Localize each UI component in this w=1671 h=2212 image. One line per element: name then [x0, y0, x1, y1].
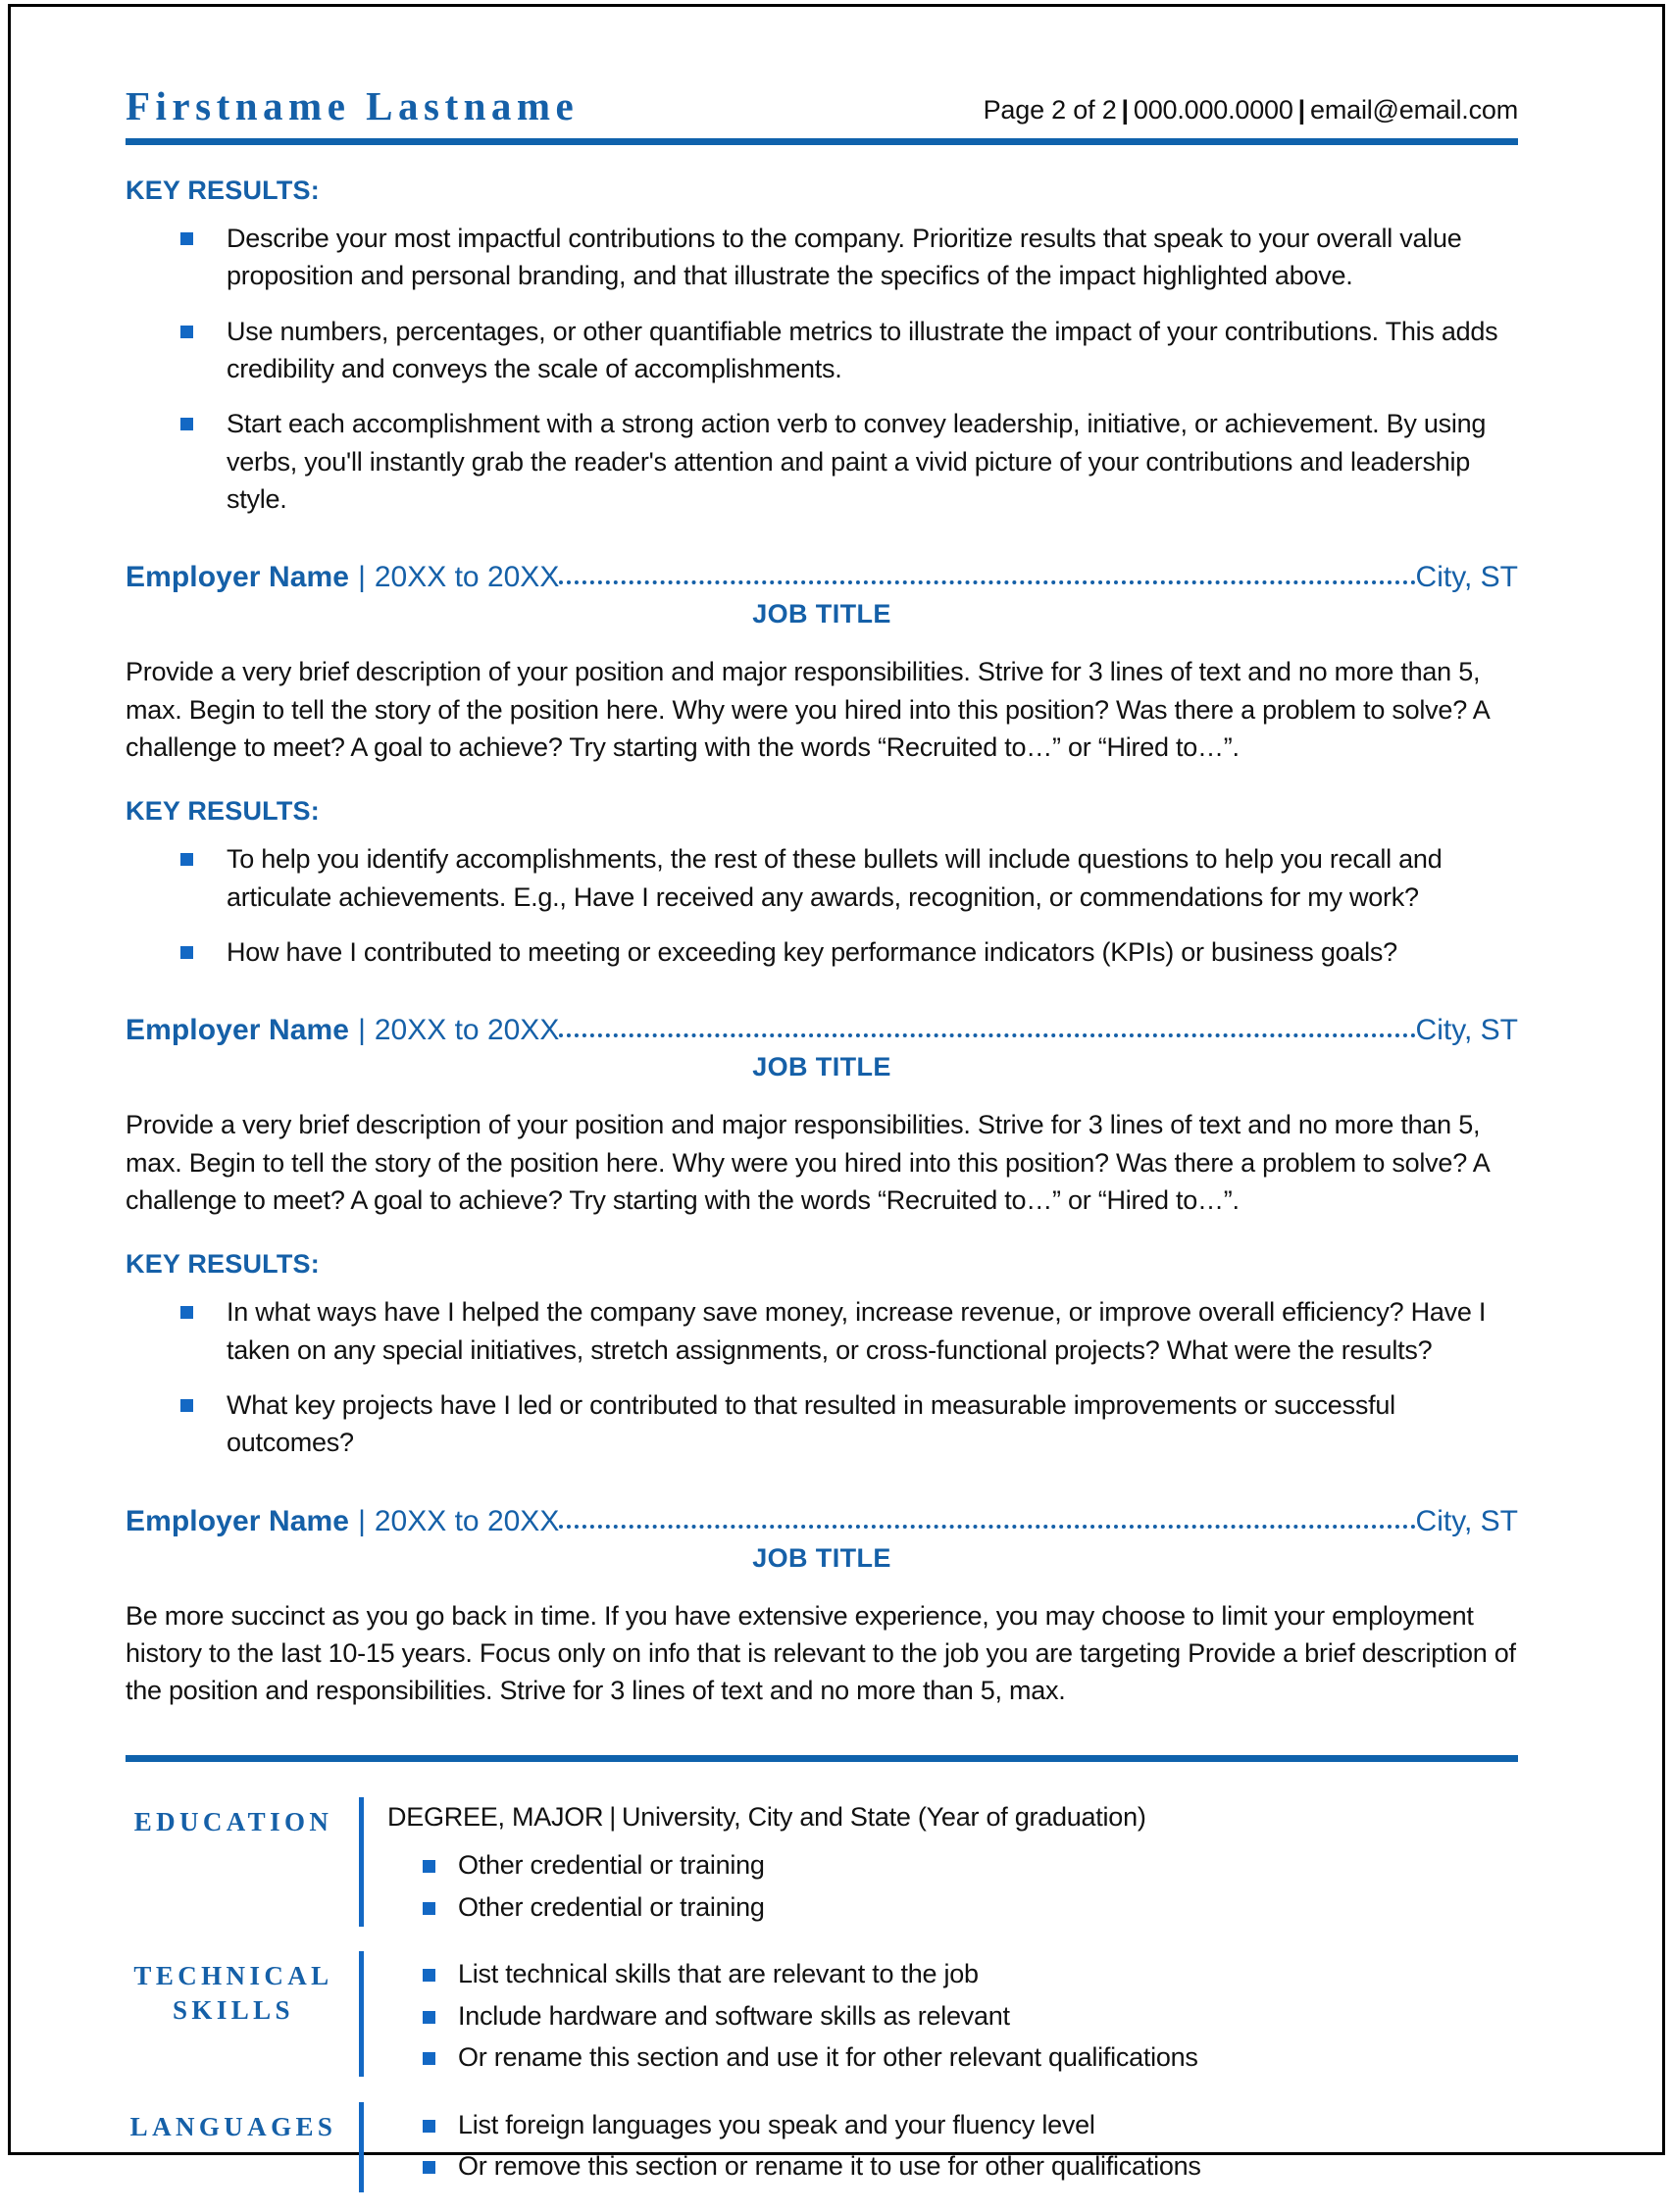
- employer-pipe: |: [358, 1504, 366, 1537]
- bullet-square-icon: [423, 2161, 435, 2174]
- list-item: [387, 2108, 1518, 2142]
- header-rule: [126, 138, 1518, 145]
- bullet-square-icon: [180, 418, 193, 430]
- technical-skills-label-line2: SKILLS: [173, 1995, 294, 2026]
- job-description: Provide a very brief description of your position and major responsibilities. Strive for 3 lines of text and no more than 5, max. Begin to tell the story of the position here. Why were you hired into this position? Was there a problem to solve? A challenge to meet? A goal to achieve? Try starting with the words “Recruited to…” or “Hired to…”.: [126, 657, 1489, 762]
- bullet-text: What key projects have I led or contributed to that resulted in measurable improvements or successful outcomes?: [227, 1389, 1395, 1458]
- bullet-square-icon: [423, 1860, 435, 1873]
- list-item: [387, 1999, 1518, 2034]
- employer-name: Employer Name: [126, 1014, 350, 1047]
- education-body: [387, 1797, 1518, 1933]
- dotted-leader: [559, 557, 1415, 586]
- bullet-square-icon: [180, 1399, 193, 1412]
- technical-skills-section: [126, 1951, 1518, 2083]
- employer-location: City, ST: [1415, 1014, 1518, 1047]
- job-entry-1: [126, 557, 1518, 971]
- institution: University, City and State (Year of graduation): [622, 1801, 1146, 1832]
- bullet-text: List technical skills that are relevant to the job: [458, 1959, 979, 1989]
- bullet-square-icon: [423, 2120, 435, 2133]
- key-results-heading-2: KEY RESULTS:: [126, 1249, 320, 1280]
- header-name: Firstname Lastname: [126, 83, 580, 128]
- bullet-text: Use numbers, percentages, or other quantifiable metrics to illustrate the impact of your contributions. This adds credibility and conveys the scale of accomplishments.: [227, 316, 1498, 383]
- list-item: [126, 840, 1518, 916]
- page-header: [126, 0, 1518, 126]
- list-item: [387, 2040, 1518, 2075]
- bullet-text: Other credential or training: [458, 1891, 765, 1922]
- bullet-square-icon: [180, 232, 193, 245]
- key-results-list-0: [126, 220, 1518, 518]
- bullet-text: List foreign languages you speak and your fluency level: [458, 2109, 1095, 2139]
- technical-skills-label-line1: TECHNICAL: [133, 1961, 333, 1991]
- list-item: [126, 1386, 1518, 1462]
- header-contact-info: [984, 97, 1518, 126]
- page-indicator: Page 2 of 2: [983, 95, 1117, 125]
- employment-dates: 20XX to 20XX: [374, 1014, 560, 1047]
- job-description: Be more succinct as you go back in time. If you have extensive experience, you may choose to limit your employment history to the last 10-15 years. Focus only on info that is relevant to the job you are targeting Provide a brief description of the position and responsibilities. Strive for 3 lines of text and no more than 5, max.: [126, 1600, 1516, 1706]
- bullet-square-icon: [423, 2011, 435, 2024]
- education-section: [126, 1797, 1518, 1933]
- list-item: [387, 1848, 1518, 1883]
- bullet-text: Start each accomplishment with a strong action verb to convey leadership, initiative, or achievement. By using verbs, you'll instantly grab the reader's attention and paint a vivid picture of your contributions and leadership style.: [227, 409, 1487, 514]
- employer-pipe: |: [358, 561, 366, 594]
- degree-line: [387, 1799, 1518, 1835]
- job-title: JOB TITLE: [752, 1542, 891, 1573]
- list-item: [126, 1293, 1518, 1369]
- section-divider-bar: [359, 1951, 364, 2077]
- bullet-text: Describe your most impactful contributions to the company. Prioritize results that speak to your overall value proposition and personal branding, and that illustrate the specifics of the impact highlighted above.: [227, 224, 1462, 291]
- employer-name: Employer Name: [126, 1504, 350, 1537]
- bullet-text: Or remove this section or rename it to use for other qualifications: [458, 2151, 1201, 2182]
- dotted-leader: [559, 1501, 1415, 1531]
- job-title: JOB TITLE: [752, 599, 891, 629]
- page-content: [126, 0, 1518, 2212]
- employer-location: City, ST: [1415, 1504, 1518, 1537]
- header-separator-1: |: [1121, 95, 1129, 125]
- bullet-square-icon: [180, 326, 193, 338]
- bullet-text: How have I contributed to meeting or exceeding key performance indicators (KPIs) or business goals?: [227, 936, 1397, 967]
- lower-sections: [126, 1797, 1518, 2192]
- degree-pipe: |: [609, 1801, 617, 1832]
- bullet-text: Include hardware and software skills as relevant: [458, 2000, 1010, 2031]
- bullet-text: In what ways have I helped the company save money, increase revenue, or improve overall efficiency? Have I taken on any special initiatives, stretch assignments, or cross-functional projects? What were the results?: [227, 1297, 1487, 1365]
- technical-skills-label: [126, 1951, 359, 2083]
- header-phone: 000.000.0000: [1133, 95, 1293, 125]
- employment-dates: 20XX to 20XX: [374, 1504, 560, 1537]
- header-email: email@email.com: [1310, 95, 1518, 125]
- list-item: [126, 405, 1518, 518]
- degree-major: DEGREE, MAJOR: [387, 1801, 604, 1832]
- key-results-list-1: [126, 840, 1518, 971]
- list-item: [387, 2149, 1518, 2184]
- education-label: EDUCATION: [133, 1806, 333, 1836]
- list-item: [387, 1890, 1518, 1925]
- bullet-square-icon: [423, 1902, 435, 1915]
- employer-row: [126, 557, 1518, 594]
- key-results-heading-1: KEY RESULTS:: [126, 796, 320, 827]
- list-item: [126, 933, 1518, 971]
- languages-body: [387, 2102, 1518, 2192]
- list-item: [126, 220, 1518, 295]
- languages-list: [387, 2108, 1518, 2184]
- job-title: JOB TITLE: [752, 1052, 891, 1082]
- dotted-leader: [559, 1010, 1415, 1039]
- bullet-square-icon: [180, 946, 193, 959]
- job-entry-3: [126, 1501, 1518, 1710]
- bullet-square-icon: [423, 1969, 435, 1982]
- bullet-text: To help you identify accomplishments, the rest of these bullets will include questions to help you recall and articulate achievements. E.g., Have I received any awards, recognition, or commendations for my work?: [227, 844, 1443, 912]
- bullet-square-icon: [423, 2052, 435, 2065]
- bullet-square-icon: [180, 853, 193, 866]
- bullet-square-icon: [180, 1306, 193, 1319]
- employer-row: [126, 1501, 1518, 1538]
- header-separator-2: |: [1297, 95, 1306, 125]
- job-entry-2: [126, 1010, 1518, 1461]
- employer-name: Employer Name: [126, 561, 350, 594]
- list-item: [126, 313, 1518, 388]
- education-credentials-list: [387, 1848, 1518, 1924]
- key-results-list-2: [126, 1293, 1518, 1461]
- key-results-heading-0: KEY RESULTS:: [126, 176, 320, 205]
- lower-section-rule: [126, 1755, 1518, 1762]
- bullet-text: Other credential or training: [458, 1849, 765, 1880]
- job-description: Provide a very brief description of your position and major responsibilities. Strive for 3 lines of text and no more than 5, max. Begin to tell the story of the position here. Why were you hired into this position? Was there a problem to solve? A challenge to meet? A goal to achieve? Try starting with the words “Recruited to…” or “Hired to…”.: [126, 1110, 1489, 1215]
- employer-pipe: |: [358, 1014, 366, 1047]
- section-divider-bar: [359, 2102, 364, 2192]
- employment-dates: 20XX to 20XX: [374, 561, 560, 594]
- list-item: [387, 1957, 1518, 1991]
- technical-skills-body: [387, 1951, 1518, 2083]
- employer-location: City, ST: [1415, 561, 1518, 594]
- languages-label: LANGUAGES: [129, 2111, 337, 2141]
- technical-skills-list: [387, 1957, 1518, 2075]
- bullet-text: Or rename this section and use it for other relevant qualifications: [458, 2042, 1198, 2073]
- section-divider-bar: [359, 1797, 364, 1927]
- employer-row: [126, 1010, 1518, 1047]
- languages-section: [126, 2102, 1518, 2192]
